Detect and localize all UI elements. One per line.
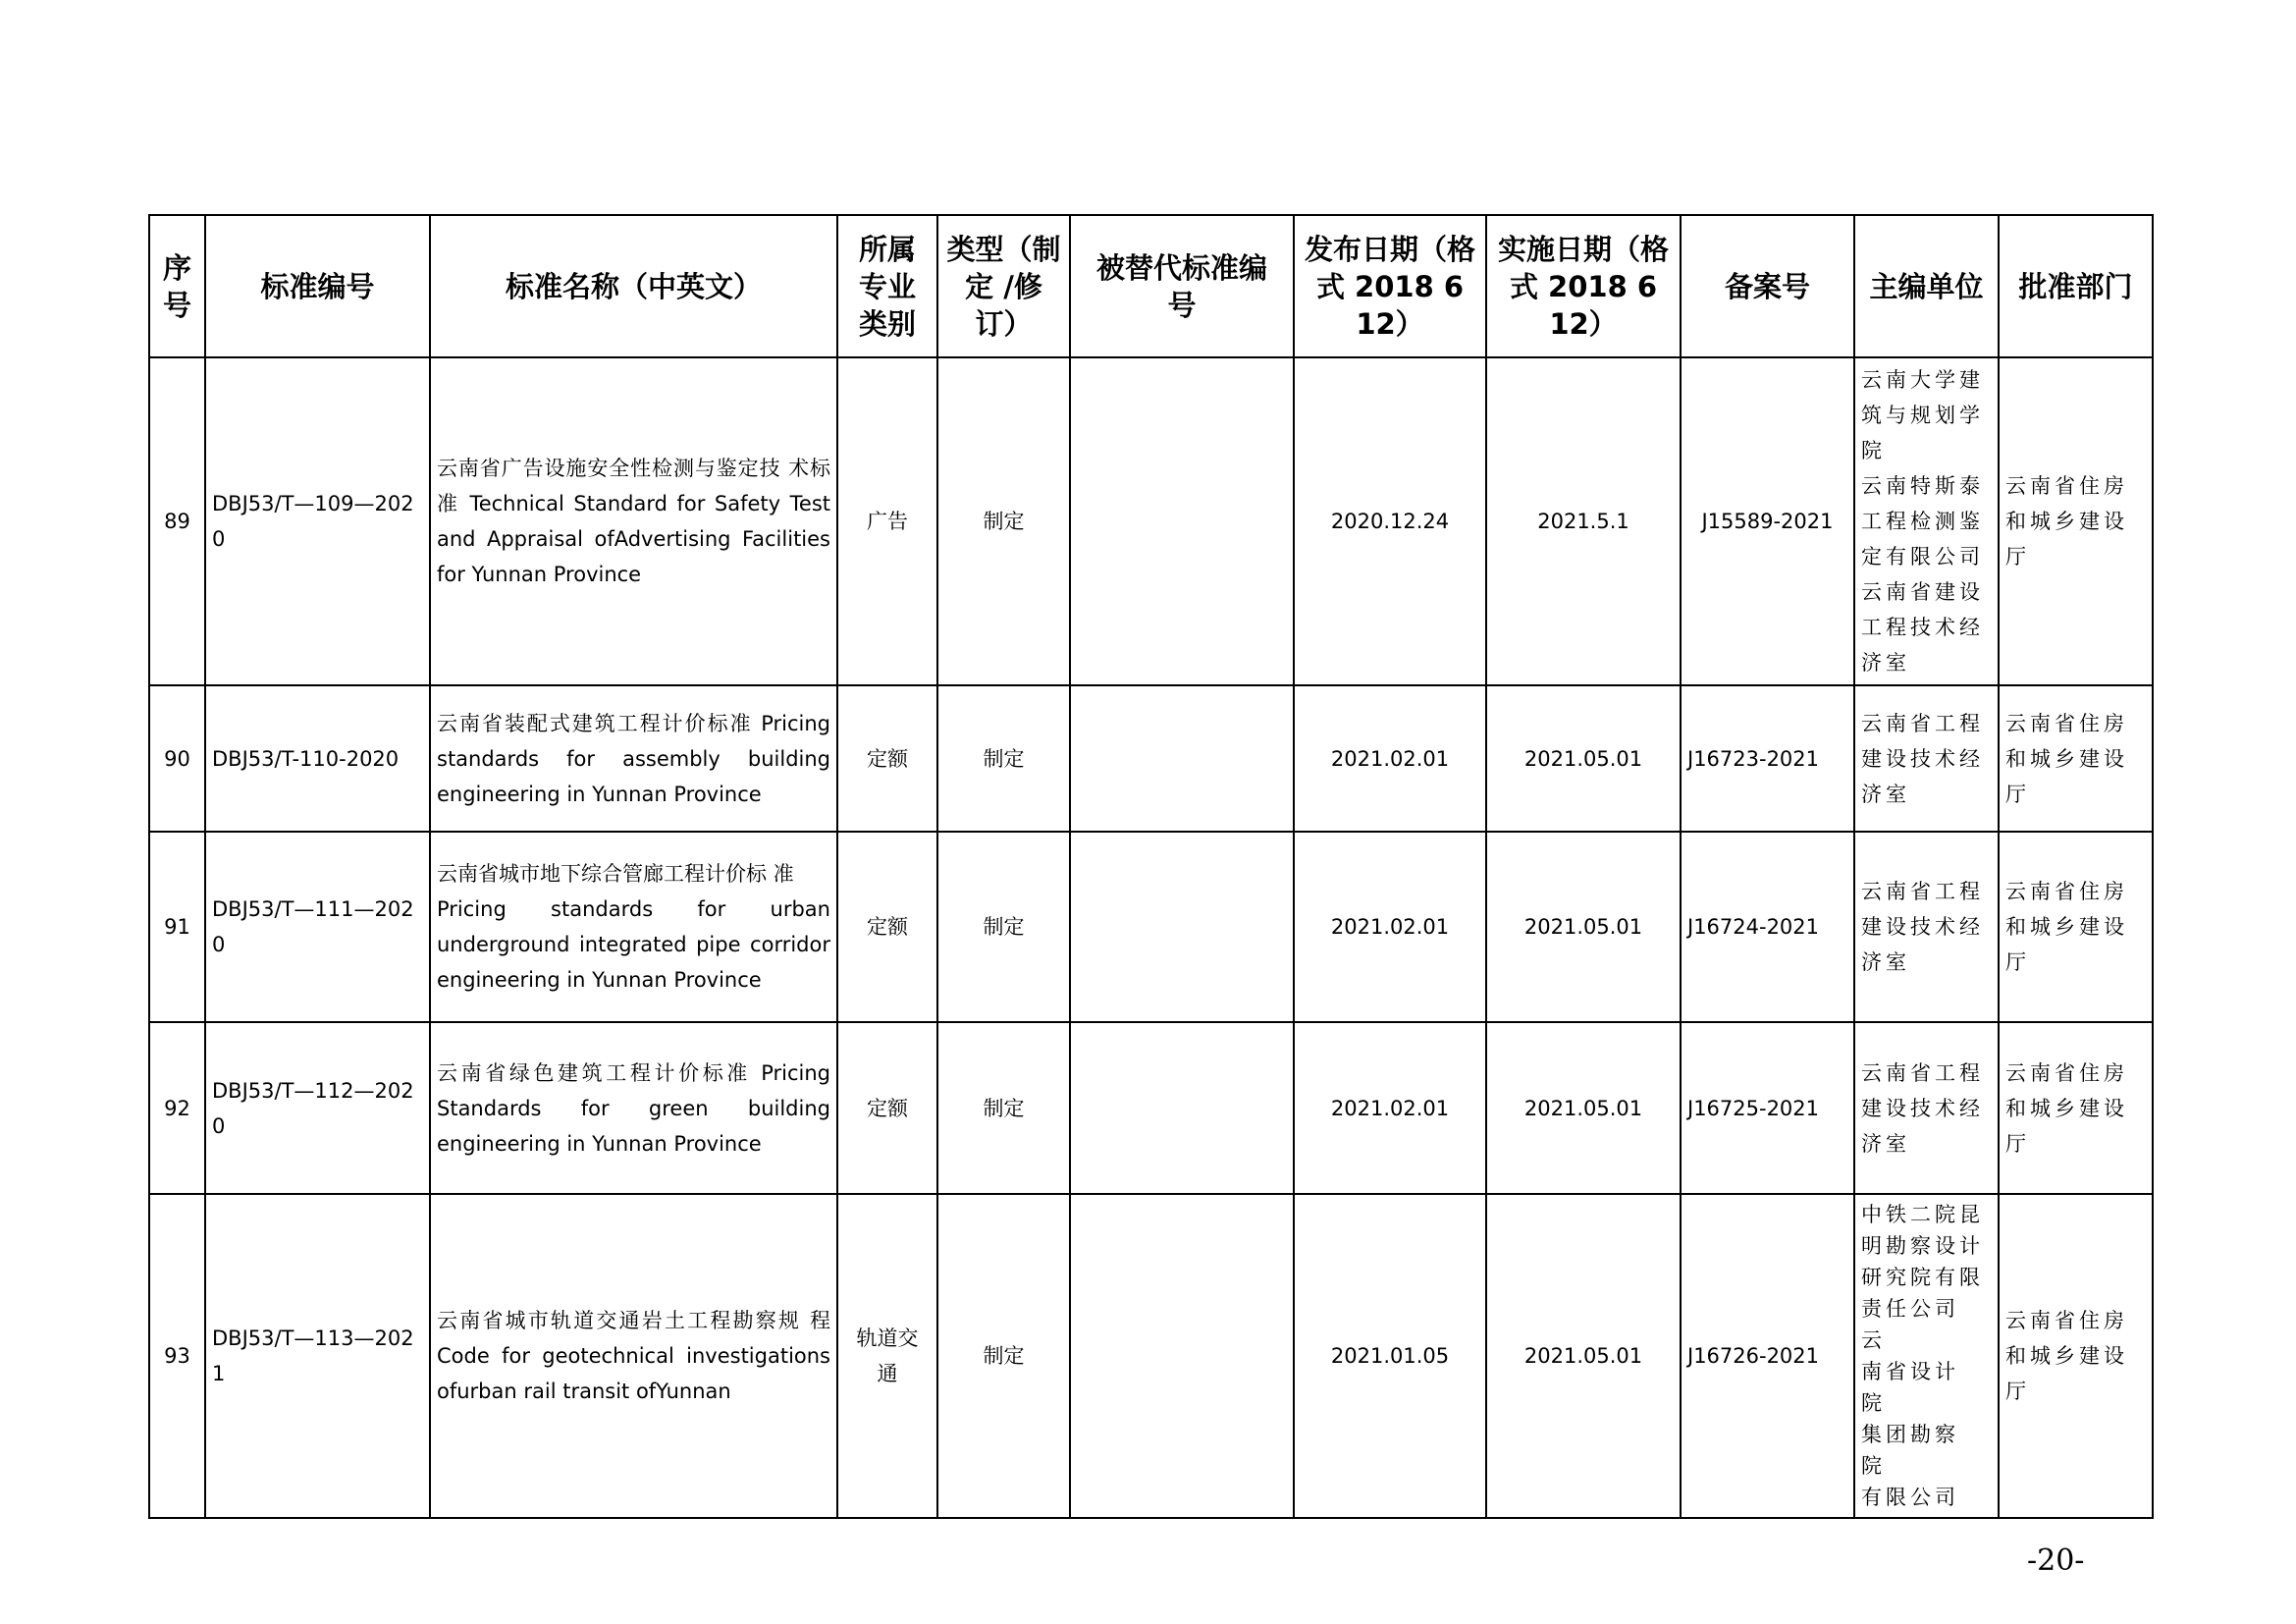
standard-name-cn: 云南省绿色建筑工程计价标准 xyxy=(437,1060,751,1085)
header-category-line: 所属 xyxy=(858,232,916,266)
standard-number-line: DBJ53/T-110-2020 xyxy=(212,746,400,771)
editor-line: 济室 xyxy=(1861,782,1910,806)
table-row xyxy=(149,357,2153,685)
header-record-number: 备案号 xyxy=(1681,215,1854,357)
row-publish-date: 2020.12.24 xyxy=(1294,357,1486,685)
row-record-number: J16725-2021 xyxy=(1681,1022,1854,1194)
row-category xyxy=(837,1194,937,1518)
row-effective-date: 2021.05.01 xyxy=(1486,832,1681,1022)
standard-number-line: 0 xyxy=(212,527,226,551)
row-effective-date: 2021.05.01 xyxy=(1486,1194,1681,1518)
row-standard-name xyxy=(430,832,837,1022)
header-category xyxy=(837,215,937,357)
row-seq: 92 xyxy=(149,1022,205,1194)
editor-line: 院 xyxy=(1861,439,1886,462)
editor-line: 南省设计 院 xyxy=(1861,1360,1959,1415)
approver-line: 厅 xyxy=(2005,1131,2030,1156)
header-effective-date-line: 式 2018 6 xyxy=(1509,269,1658,303)
editor-line: 有限公司 xyxy=(1861,1486,1959,1509)
header-type-line: 订） xyxy=(975,306,1033,341)
approver-line: 和城乡建设 xyxy=(2005,1344,2128,1368)
row-type: 制定 xyxy=(937,685,1070,832)
header-standard-name: 标准名称（中英文） xyxy=(430,215,837,357)
row-publish-date: 2021.01.05 xyxy=(1294,1194,1486,1518)
standard-number-line: 0 xyxy=(212,1113,226,1138)
category-line: 轨道交 xyxy=(856,1326,919,1350)
row-effective-date: 2021.05.01 xyxy=(1486,685,1681,832)
approver-line: 云南省住房 xyxy=(2005,711,2128,735)
row-record-number: J16723-2021 xyxy=(1681,685,1854,832)
header-type-line: 定 /修 xyxy=(965,269,1042,303)
row-standard-number xyxy=(205,1194,430,1518)
editor-line: 工程检测鉴 xyxy=(1861,510,1984,533)
row-replaced-standard xyxy=(1070,685,1294,832)
row-chief-editor xyxy=(1854,832,1999,1022)
header-publish-date-line: 12） xyxy=(1356,306,1424,341)
row-type: 制定 xyxy=(937,357,1070,685)
editor-line: 云南省建设 xyxy=(1861,580,1984,604)
row-approving-department xyxy=(1999,357,2153,685)
approver-line: 云南省住房 xyxy=(2005,1309,2128,1332)
approver-line: 厅 xyxy=(2005,950,2030,974)
row-category: 定额 xyxy=(837,832,937,1022)
approver-line: 厅 xyxy=(2005,545,2030,568)
row-standard-name xyxy=(430,357,837,685)
editor-line: 责任公司 云 xyxy=(1861,1297,1959,1352)
header-replaced-standard xyxy=(1070,215,1294,357)
category-line: 通 xyxy=(877,1362,898,1385)
approver-line: 和城乡建设 xyxy=(2005,746,2128,771)
row-type: 制定 xyxy=(937,1194,1070,1518)
row-replaced-standard xyxy=(1070,832,1294,1022)
header-effective-date-line: 实施日期（格 xyxy=(1497,232,1669,266)
header-replaced-line: 号 xyxy=(1167,288,1197,322)
editor-line: 定有限公司 xyxy=(1861,545,1984,568)
table-row xyxy=(149,685,2153,832)
row-seq: 90 xyxy=(149,685,205,832)
approver-line: 和城乡建设 xyxy=(2005,915,2128,939)
row-type: 制定 xyxy=(937,832,1070,1022)
row-category: 广告 xyxy=(837,357,937,685)
row-publish-date: 2021.02.01 xyxy=(1294,1022,1486,1194)
page-number: -20- xyxy=(2027,1543,2085,1578)
standard-name-en: Pricing Standards for green building engineering in Yunnan Province xyxy=(437,1060,830,1156)
row-chief-editor xyxy=(1854,685,1999,832)
editor-line: 建设技术经 xyxy=(1861,1096,1984,1120)
standard-number-line: DBJ53/T—113—202 xyxy=(212,1326,414,1350)
row-standard-name xyxy=(430,1194,837,1518)
row-publish-date: 2021.02.01 xyxy=(1294,832,1486,1022)
row-standard-number xyxy=(205,685,430,832)
standard-name-en: Code for geotechnical investigations ofurban rail transit ofYunnan xyxy=(437,1344,830,1403)
header-type xyxy=(937,215,1070,357)
row-effective-date: 2021.5.1 xyxy=(1486,357,1681,685)
header-approving-department: 批准部门 xyxy=(1999,215,2153,357)
row-standard-number xyxy=(205,357,430,685)
standard-name-en: Pricing standards for assembly building engineering in Yunnan Province xyxy=(437,711,830,806)
header-type-line: 类型（制 xyxy=(946,232,1061,266)
header-effective-date-line: 12） xyxy=(1549,306,1618,341)
editor-line: 中铁二院昆 xyxy=(1861,1203,1984,1226)
editor-line: 云南省工程 xyxy=(1861,711,1984,735)
editor-line: 集团勘察 院 xyxy=(1861,1423,1959,1478)
header-effective-date xyxy=(1486,215,1681,357)
row-standard-name xyxy=(430,1022,837,1194)
approver-line: 云南省住房 xyxy=(2005,474,2128,498)
header-seq-line: 号 xyxy=(162,288,191,322)
standard-number-line: DBJ53/T—111—202 xyxy=(212,897,414,921)
standard-number-line: DBJ53/T—109—202 xyxy=(212,492,414,515)
row-standard-name xyxy=(430,685,837,832)
row-standard-number xyxy=(205,1022,430,1194)
row-replaced-standard xyxy=(1070,1194,1294,1518)
row-approving-department xyxy=(1999,1022,2153,1194)
row-replaced-standard xyxy=(1070,357,1294,685)
row-chief-editor xyxy=(1854,1194,1999,1518)
standard-name-cn: 云南省城市轨道交通岩土工程勘察规 程 xyxy=(437,1309,830,1332)
header-standard-number: 标准编号 xyxy=(205,215,430,357)
header-seq xyxy=(149,215,205,357)
approver-line: 云南省住房 xyxy=(2005,1060,2128,1085)
table-row xyxy=(149,1194,2153,1518)
row-replaced-standard xyxy=(1070,1022,1294,1194)
standard-name-en: Pricing standards for urban underground integrated pipe corridor engineering in Yunnan Province xyxy=(437,897,830,992)
row-seq: 89 xyxy=(149,357,205,685)
editor-line: 工程技术经 xyxy=(1861,616,1984,639)
row-category: 定额 xyxy=(837,1022,937,1194)
row-chief-editor xyxy=(1854,357,1999,685)
editor-line: 建设技术经 xyxy=(1861,915,1984,939)
editor-line: 建设技术经 xyxy=(1861,746,1984,771)
row-seq: 93 xyxy=(149,1194,205,1518)
editor-line: 云南大学建 xyxy=(1861,368,1984,392)
table-row xyxy=(149,1022,2153,1194)
row-record-number: J15589-2021 xyxy=(1681,357,1854,685)
editor-line: 云南省工程 xyxy=(1861,1060,1984,1085)
editor-line: 济室 xyxy=(1861,651,1910,675)
row-publish-date: 2021.02.01 xyxy=(1294,685,1486,832)
editor-line: 济室 xyxy=(1861,1131,1910,1156)
row-approving-department xyxy=(1999,832,2153,1022)
row-approving-department xyxy=(1999,1194,2153,1518)
standard-name-en: Technical Standard for Safety Test and Appraisal ofAdvertising Facilities for Yunnan Province xyxy=(437,492,830,586)
approver-line: 云南省住房 xyxy=(2005,880,2128,903)
editor-line: 明勘察设计 xyxy=(1861,1234,1984,1258)
header-category-line: 类别 xyxy=(858,306,916,341)
header-publish-date-line: 发布日期（格 xyxy=(1304,232,1475,266)
editor-line: 云南省工程 xyxy=(1861,880,1984,903)
row-chief-editor xyxy=(1854,1022,1999,1194)
header-chief-editor: 主编单位 xyxy=(1854,215,1999,357)
standard-number-line: 0 xyxy=(212,933,226,956)
standard-name-cn: 云南省城市地下综合管廊工程计价标 准 xyxy=(437,862,794,886)
row-effective-date: 2021.05.01 xyxy=(1486,1022,1681,1194)
row-category: 定额 xyxy=(837,685,937,832)
standard-number-line: 1 xyxy=(212,1362,226,1385)
editor-line: 研究院有限 xyxy=(1861,1266,1984,1289)
standard-number-line: DBJ53/T—112—202 xyxy=(212,1078,414,1103)
editor-line: 济室 xyxy=(1861,950,1910,974)
approver-line: 和城乡建设 xyxy=(2005,510,2128,533)
header-publish-date xyxy=(1294,215,1486,357)
editor-line: 筑与规划学 xyxy=(1861,404,1984,427)
row-approving-department xyxy=(1999,685,2153,832)
standard-name-cn: 云南省广告设施安全性检测与鉴定技 术标准 xyxy=(437,457,830,515)
header-category-line: 专业 xyxy=(858,269,916,303)
standard-name-cn: 云南省装配式建筑工程计价标准 xyxy=(437,711,753,735)
editor-line: 云南特斯泰 xyxy=(1861,474,1984,498)
header-publish-date-line: 式 2018 6 xyxy=(1315,269,1465,303)
row-record-number: J16724-2021 xyxy=(1681,832,1854,1022)
row-standard-number xyxy=(205,832,430,1022)
row-record-number: J16726-2021 xyxy=(1681,1194,1854,1518)
approver-line: 和城乡建设 xyxy=(2005,1096,2128,1120)
header-row xyxy=(149,215,2153,357)
header-replaced-line: 被替代标准编 xyxy=(1095,250,1267,285)
standards-table xyxy=(148,214,2154,1519)
approver-line: 厅 xyxy=(2005,1380,2030,1403)
row-seq: 91 xyxy=(149,832,205,1022)
approver-line: 厅 xyxy=(2005,782,2030,806)
row-type: 制定 xyxy=(937,1022,1070,1194)
table-row xyxy=(149,832,2153,1022)
header-seq-line: 序 xyxy=(162,250,191,285)
